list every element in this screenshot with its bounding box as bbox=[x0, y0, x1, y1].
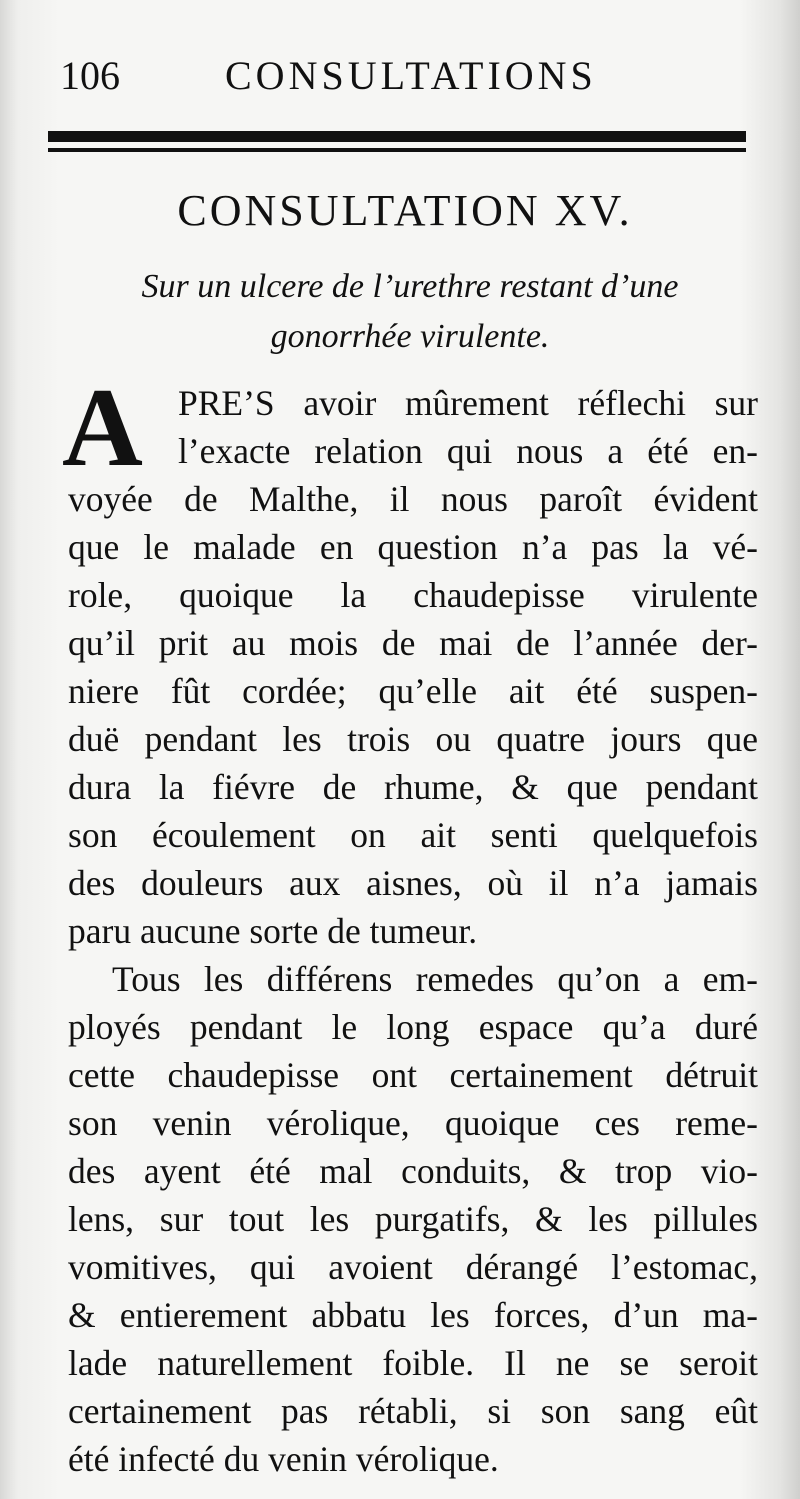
running-head: CONSULTATIONS bbox=[225, 53, 597, 98]
drop-cap: A bbox=[62, 366, 143, 490]
page-header bbox=[60, 48, 750, 108]
text-line: dura la fiévre de rhume, & que pendant bbox=[68, 767, 758, 807]
text-line: voyée de Malthe, il nous paroît évident bbox=[68, 479, 758, 519]
text-line: ployés pendant le long espace qu’a duré bbox=[68, 1007, 758, 1047]
text-line: role, quoique la chaudepisse virulente bbox=[68, 575, 758, 615]
header-rule-thick bbox=[48, 131, 746, 142]
text-line: niere fût cordée; qu’elle ait été suspen- bbox=[68, 671, 758, 711]
text-line: été infecté du venin vérolique. bbox=[68, 1439, 499, 1479]
text-line: son venin vérolique, quoique ces reme- bbox=[68, 1103, 758, 1143]
section-title: CONSULTATION XV. bbox=[177, 186, 633, 235]
text-line: paru aucune sorte de tumeur. bbox=[68, 911, 478, 951]
text-line: & entierement abbatu les forces, d’un ma- bbox=[68, 1295, 758, 1335]
text-line: des ayent été mal conduits, & trop vio- bbox=[68, 1151, 758, 1191]
text-line: duë pendant les trois ou quatre jours que bbox=[68, 719, 758, 759]
text-line: que le malade en question n’a pas la vé- bbox=[68, 527, 758, 567]
text-line: cette chaudepisse ont certainement détruit bbox=[68, 1055, 758, 1095]
text-line: Tous les différens remedes qu’on a em- bbox=[112, 959, 758, 999]
header-rule-thin bbox=[48, 148, 746, 152]
text-line: vomitives, qui avoient dérangé l’estomac, bbox=[68, 1247, 758, 1287]
text-line: lens, sur tout les purgatifs, & les pillules bbox=[68, 1199, 758, 1239]
text-line: certainement pas rétabli, si son sang eût bbox=[68, 1391, 758, 1431]
text-line: lade naturellement foible. Il ne se seroit bbox=[68, 1343, 758, 1383]
page-number: 106 bbox=[60, 53, 120, 98]
text-line: l’exacte relation qui nous a été en- bbox=[178, 431, 758, 471]
section-subtitle bbox=[60, 262, 760, 362]
text-line: des douleurs aux aisnes, où il n’a jamais bbox=[68, 863, 758, 903]
subtitle-line-1: Sur un ulcere de l’urethre restant d’une bbox=[141, 268, 679, 305]
subtitle-line-2: gonorrhée virulente. bbox=[270, 318, 550, 355]
text-line: PRE’S avoir mûrement réflechi sur bbox=[178, 383, 758, 423]
text-line: son écoulement on ait senti quelquefois bbox=[68, 815, 758, 855]
text-line: qu’il prit au mois de mai de l’année der- bbox=[68, 623, 758, 663]
